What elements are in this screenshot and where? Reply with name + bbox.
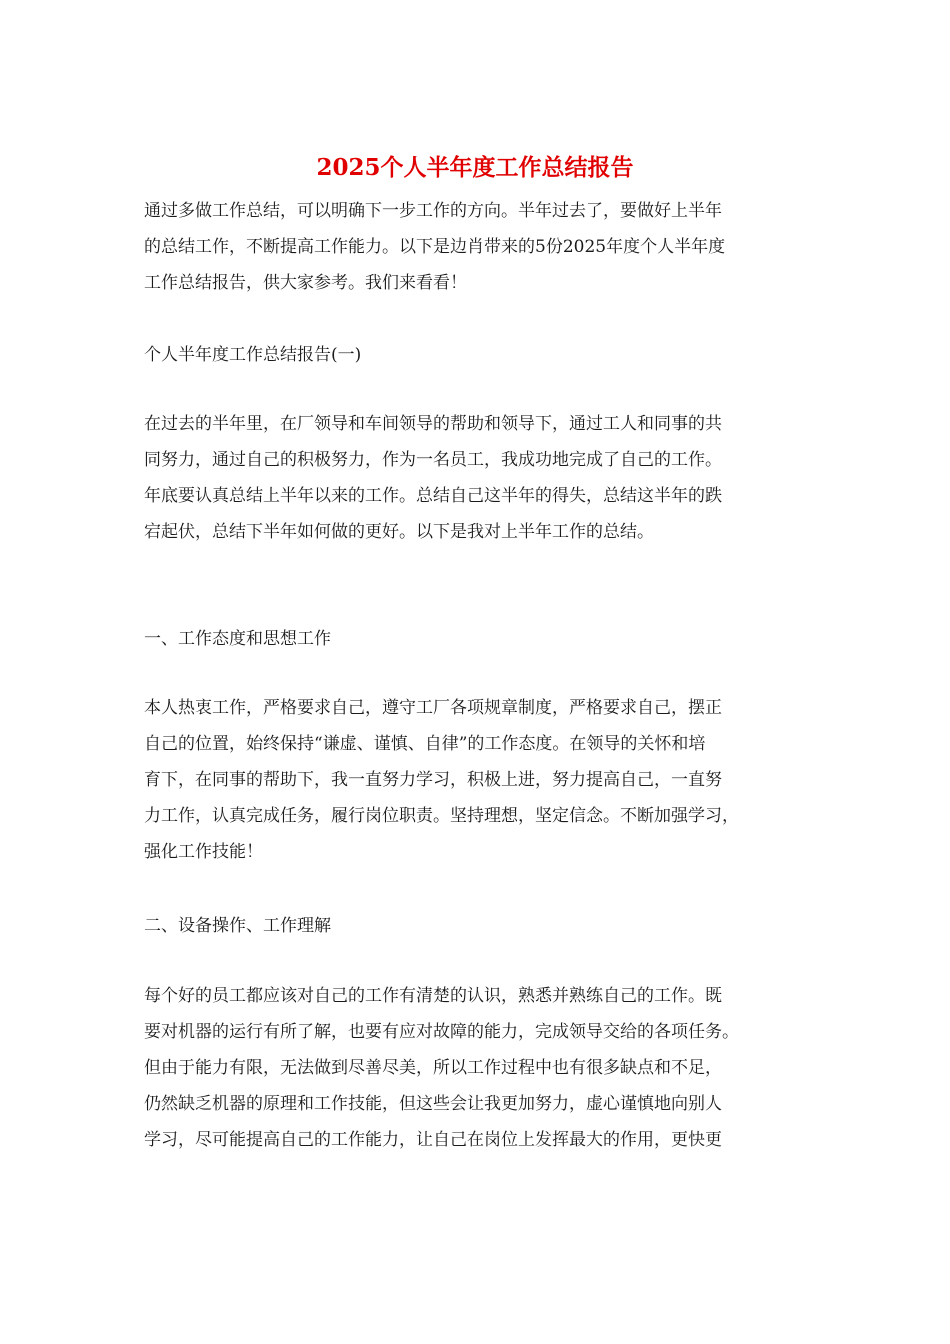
paragraph-line: 但由于能力有限，无法做到尽善尽美，所以工作过程中也有很多缺点和不足，: [144, 1058, 722, 1078]
paragraph-line: 要对机器的运行有所了解，也要有应对故障的能力，完成领导交给的各项任务。: [144, 1022, 739, 1042]
paragraph-line: 同努力，通过自己的积极努力，作为一名员工，我成功地完成了自己的工作。: [144, 450, 722, 470]
section-heading-2: [144, 908, 806, 944]
paragraph-3: [144, 978, 806, 1158]
section-heading-text: 二、设备操作、工作理解: [144, 916, 331, 936]
paragraph-2: [144, 690, 806, 870]
intro-line: 的总结工作，不断提高工作能力。以下是边肖带来的5份2025年度个人半年度: [144, 237, 726, 257]
section-heading-1: [144, 621, 806, 657]
paragraph-1: [144, 406, 806, 550]
paragraph-line: 强化工作技能！: [144, 842, 263, 862]
report-subtitle: [144, 337, 806, 373]
section-heading-text: 一、工作态度和思想工作: [144, 629, 331, 649]
paragraph-line: 育下，在同事的帮助下，我一直努力学习，积极上进，努力提高自己，一直努: [144, 770, 722, 790]
paragraph-line: 在过去的半年里，在厂领导和车间领导的帮助和领导下，通过工人和同事的共: [144, 414, 722, 434]
intro-line: 工作总结报告，供大家参考。我们来看看！: [144, 273, 467, 293]
paragraph-line: 宕起伏，总结下半年如何做的更好。以下是我对上半年工作的总结。: [144, 522, 654, 542]
paragraph-line: 每个好的员工都应该对自己的工作有清楚的认识，熟悉并熟练自己的工作。既: [144, 986, 722, 1006]
report-subtitle-text: 个人半年度工作总结报告(一): [144, 345, 362, 365]
intro-paragraph: [144, 193, 806, 301]
paragraph-line: 仍然缺乏机器的原理和工作技能，但这些会让我更加努力，虚心谨慎地向别人: [144, 1094, 722, 1114]
intro-line: 通过多做工作总结，可以明确下一步工作的方向。半年过去了，要做好上半年: [144, 201, 722, 221]
paragraph-line: 力工作，认真完成任务，履行岗位职责。坚持理想，坚定信念。不断加强学习，: [144, 806, 739, 826]
paragraph-line: 学习，尽可能提高自己的工作能力，让自己在岗位上发挥最大的作用，更快更: [144, 1130, 722, 1150]
paragraph-line: 年底要认真总结上半年以来的工作。总结自己这半年的得失，总结这半年的跌: [144, 486, 722, 506]
document-title: 2025个人半年度工作总结报告: [316, 154, 634, 181]
paragraph-line: 自己的位置，始终保持“谦虚、谨慎、自律”的工作态度。在领导的关怀和培: [144, 734, 706, 754]
paragraph-line: 本人热衷工作，严格要求自己，遵守工厂各项规章制度，严格要求自己，摆正: [144, 698, 722, 718]
